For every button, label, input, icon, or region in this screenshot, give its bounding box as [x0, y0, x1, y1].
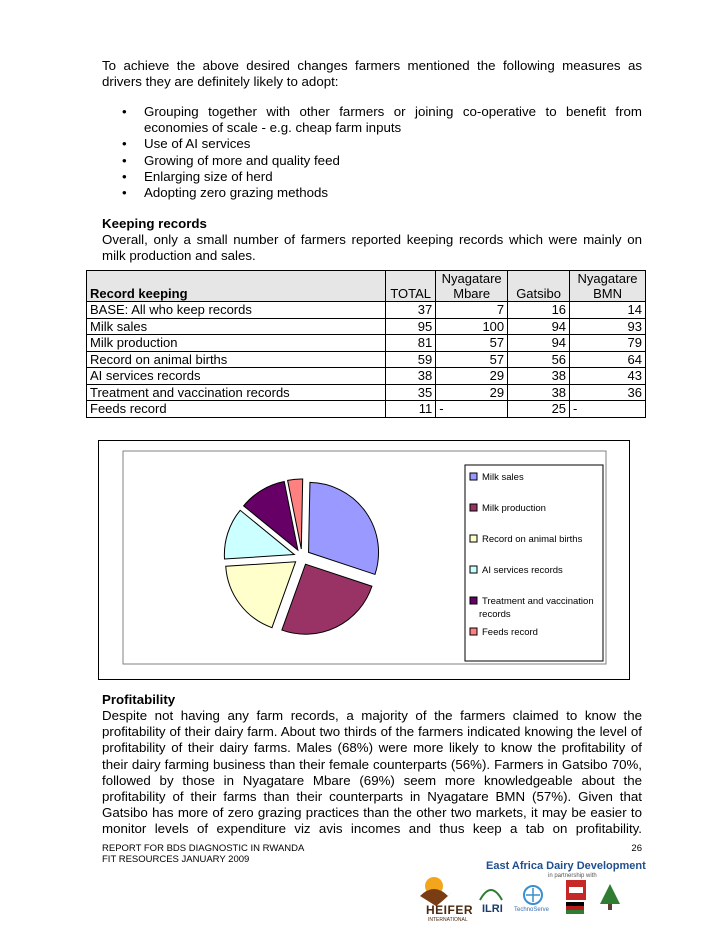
records-heading: Keeping records: [102, 216, 207, 231]
legend-swatch: [470, 504, 477, 511]
cell-gatsibo: 94: [508, 318, 570, 335]
cell-gatsibo: 56: [508, 351, 570, 368]
heifer-sub-text: INTERNATIONAL: [428, 917, 468, 923]
legend-label: records: [479, 609, 511, 620]
row-label: Treatment and vaccination records: [87, 384, 386, 401]
header-gatsibo: Gatsibo: [508, 271, 570, 302]
legend-swatch: [470, 566, 477, 573]
row-label: Record on animal births: [87, 351, 386, 368]
header-total: TOTAL: [386, 271, 436, 302]
cell-gatsibo: 38: [508, 384, 570, 401]
cell-nyagatare-bmn: 43: [570, 368, 646, 385]
legend-swatch: [470, 628, 477, 635]
list-item: • Growing of more and quality feed: [122, 153, 642, 169]
list-item: • Adopting zero grazing methods: [122, 185, 642, 201]
records-text: Overall, only a small number of farmers reported keeping records which were mainly on milk production and sales.: [102, 232, 642, 264]
table-row: [87, 351, 646, 368]
legend-label: AI services records: [482, 565, 563, 576]
cell-nyagatare-mbare: 7: [436, 302, 508, 319]
profitability-heading: Profitability: [102, 692, 176, 707]
cell-total: 38: [386, 368, 436, 385]
row-label: Feeds record: [87, 401, 386, 418]
eadd-logo-text: East Africa Dairy Development: [486, 860, 646, 872]
abs-logo-icon: [566, 880, 586, 900]
cell-nyagatare-mbare: 57: [436, 335, 508, 352]
table-row: [87, 368, 646, 385]
cell-total: 35: [386, 384, 436, 401]
list-item: • Grouping together with other farmers or joining co-operative to benefit from economies of scale - e.g. cheap farm inputs: [122, 104, 642, 136]
measures-list: [122, 104, 642, 201]
legend-label: Feeds record: [482, 627, 538, 638]
cell-total: 95: [386, 318, 436, 335]
cell-total: 81: [386, 335, 436, 352]
header-nyagatare-bmn: Nyagatare BMN: [570, 271, 646, 302]
legend-label: Milk production: [482, 503, 546, 514]
list-item: • Use of AI services: [122, 136, 642, 152]
legend-label: Record on animal births: [482, 534, 583, 545]
cell-nyagatare-bmn: -: [570, 401, 646, 418]
cell-total: 59: [386, 351, 436, 368]
intro-paragraph: To achieve the above desired changes farmers mentioned the following measures as drivers they are definitely likely to adopt:: [102, 58, 642, 90]
table-row: [87, 384, 646, 401]
table-header-row: [87, 271, 646, 302]
row-label: Milk sales: [87, 318, 386, 335]
cell-nyagatare-mbare: 29: [436, 368, 508, 385]
profitability-text: Despite not having any farm records, a majority of the farmers claimed to know the profitability of their dairy farm. About two thirds of the farmers indicated knowing the level of profitability of their dairy farms. Males (68%) were more likely to know the profitability of their dairy farming business than their female counterparts (56%). Farmers in Gatsibo 70%, followed by those in Nyagatare Mbare (69%) seem more knowledgeable about the profitability of their farms than their counterparts in Nyagatare BMN (57%). Given that Gatsibo has more of zero grazing practices than the other two markets, it may be easier to monitor levels of expenditure viz avis incomes and thus keep a tab on profitability.: [102, 708, 642, 837]
heifer-logo-text: HEIFER: [426, 903, 474, 917]
technoserve-icon: [518, 884, 548, 906]
row-label: BASE: All who keep records: [87, 302, 386, 319]
cell-gatsibo: 38: [508, 368, 570, 385]
cell-nyagatare-mbare: 29: [436, 384, 508, 401]
partnership-text: in partnership with: [548, 873, 597, 879]
page-number: 26: [631, 843, 642, 854]
row-label: AI services records: [87, 368, 386, 385]
row-label: Milk production: [87, 335, 386, 352]
legend-label: Milk sales: [482, 472, 524, 483]
record-keeping-table: [86, 270, 646, 418]
legend-swatch: [470, 535, 477, 542]
cell-gatsibo: 25: [508, 401, 570, 418]
header-record-keeping: Record keeping: [87, 271, 386, 302]
cell-total: 11: [386, 401, 436, 418]
footer-line-1: REPORT FOR BDS DIAGNOSTIC IN RWANDA: [102, 843, 305, 854]
legend-label: Treatment and vaccination: [482, 596, 594, 607]
gates-foundation-logo-icon: [592, 880, 628, 914]
header-nyagatare-mbare: Nyagatare Mbare: [436, 271, 508, 302]
cell-nyagatare-bmn: 93: [570, 318, 646, 335]
cell-nyagatare-mbare: 100: [436, 318, 508, 335]
cell-total: 37: [386, 302, 436, 319]
cell-nyagatare-mbare: -: [436, 401, 508, 418]
table-row: [87, 302, 646, 319]
footer-line-2: FIT RESOURCES JANUARY 2009: [102, 854, 250, 865]
list-item: • Enlarging size of herd: [122, 169, 642, 185]
kenya-flag-icon: [566, 902, 584, 914]
cell-gatsibo: 94: [508, 335, 570, 352]
technoserve-logo-text: TechnoServe: [514, 907, 550, 913]
legend-swatch: [470, 597, 477, 604]
cell-nyagatare-bmn: 36: [570, 384, 646, 401]
cell-nyagatare-bmn: 14: [570, 302, 646, 319]
table-row: [87, 401, 646, 418]
ilri-emblem-icon: [478, 882, 504, 902]
table-row: [87, 318, 646, 335]
table-row: [87, 335, 646, 352]
pie-chart: [99, 441, 627, 677]
cell-nyagatare-bmn: 64: [570, 351, 646, 368]
cell-gatsibo: 16: [508, 302, 570, 319]
cell-nyagatare-bmn: 79: [570, 335, 646, 352]
cell-nyagatare-mbare: 57: [436, 351, 508, 368]
legend-swatch: [470, 473, 477, 480]
ilri-logo-text: ILRI: [482, 903, 503, 915]
